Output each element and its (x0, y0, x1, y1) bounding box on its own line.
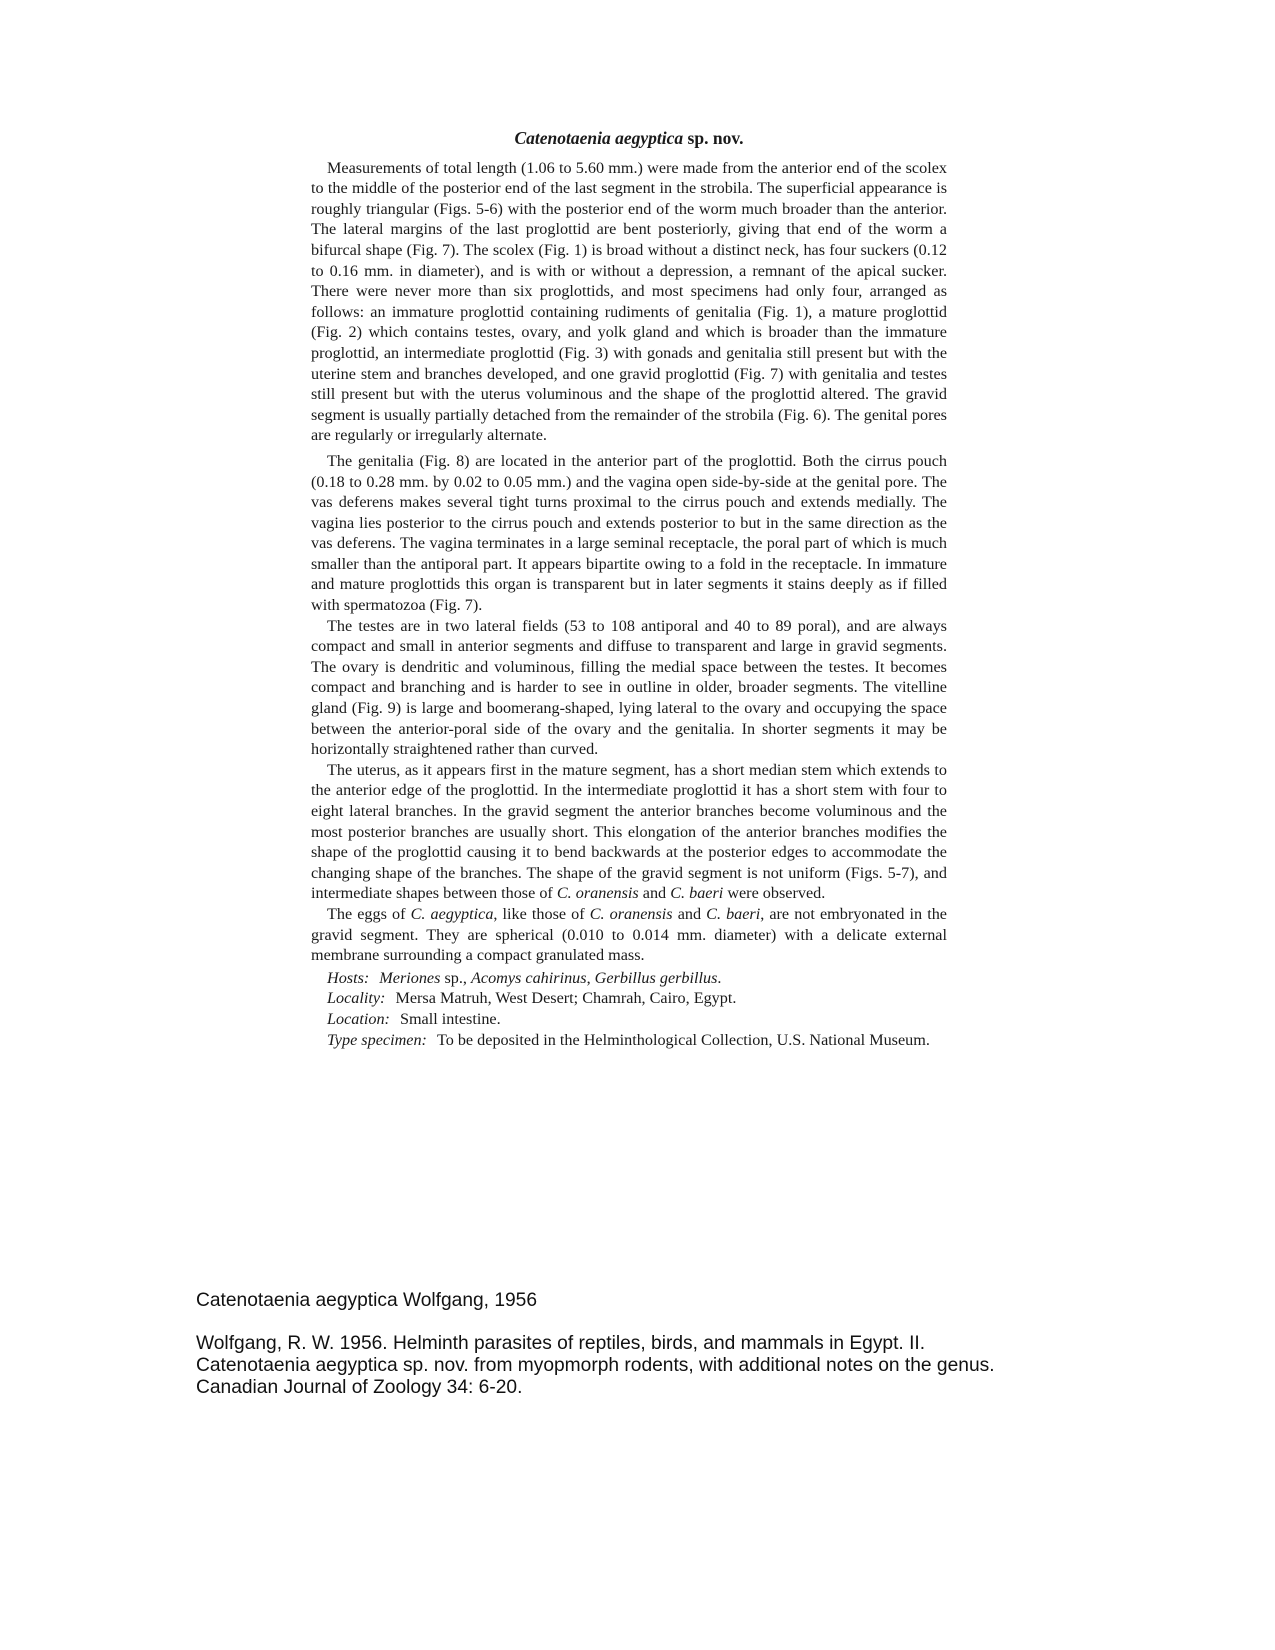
text-run: The uterus, as it appears first in the mature segment, has a short median stem which extends to the anterior edge of the proglottid. In the intermediate proglottid it has a short stem with four to eight lateral branches. In the gravid segment the anterior branches become voluminous and the most posterior branches are usually short. This elongation of the anterior branches modifies the shape of the proglottid causing it to bend backwards at the posterior edges to accommodate the changing shape of the branches. The shape of the gravid segment is not uniform (Figs. 5-7), and intermediate shapes between those of (311, 760, 947, 903)
text-run: sp., (440, 968, 472, 987)
text-run: Measurements of total length (1.06 to 5.60 mm.) were made from the anterior end of the scolex to the middle of the posterior end of the last segment in the strobila. The superficial appearance is roughly triangular (Figs. 5-6) with the posterior end of the worm much broader than the anterior. The lateral margins of the last proglottid are bent posteriorly, giving that end of the worm a bifurcal shape (Fig. 7). The scolex (Fig. 1) is broad without a distinct neck, has four suckers (0.12 to 0.16 mm. in diameter), and is with or without a depression, a remnant of the apical sucker. There were never more than six proglottids, and most specimens had only four, arranged as follows: an immature proglottid containing rudiments of genitalia (Fig. 1), a mature proglottid (Fig. 2) which contains testes, ovary, and yolk gland and which is broader than the immature proglottid, an intermediate proglottid (Fig. 3) with gonads and genitalia still present but with the uterine stem and branches developed, and one gravid proglottid (Fig. 7) with genitalia and testes still present but with the uterus voluminous and the shape of the proglottid altered. The gravid segment is usually partially detached from the remainder of the strobila (Fig. 6). The genital pores are regularly or irregularly alternate. (311, 158, 947, 445)
text-run: , like those of (493, 904, 590, 923)
text-run: and (638, 884, 671, 903)
paragraph-uterus (311, 760, 947, 904)
paragraph-eggs (311, 904, 947, 966)
metadata-value (437, 1030, 947, 1051)
italic-taxon-text: Meriones (379, 968, 441, 987)
metadata-row-locality (327, 988, 947, 1009)
text-run: , (586, 968, 595, 987)
text-run: The testes are in two lateral fields (53 to 108 antiporal and 40 to 89 poral), and are always compact and small in anterior segments and diffuse to transparent and large in gravid segments. The ovary is dendritic and voluminous, filling the medial space between the testes. It becomes compact and branching and is harder to see in outline in older, broader segments. The vitelline gland (Fig. 9) is large and boomerang-shaped, lying lateral to the ovary and occupying the space between the anterior-poral side of the ovary and the genitalia. In shorter segments it may be horizontally straightened rather than curved. (311, 616, 947, 759)
metadata-label: Hosts: (327, 968, 370, 987)
citation-line: Catenotaenia aegyptica sp. nov. from myopmorph rodents, with additional notes on the genus. (196, 1355, 995, 1376)
metadata-value (395, 988, 947, 1009)
metadata-row-hosts (327, 968, 947, 989)
article-title (311, 128, 947, 149)
paragraph-genitalia (311, 451, 947, 616)
scanned-article-page (311, 128, 947, 1050)
species-authority-line: Catenotaenia aegyptica Wolfgang, 1956 (196, 1290, 538, 1311)
text-run: . (717, 968, 722, 987)
text-run: To be deposited in the Helminthological Collection, U.S. National Museum. (436, 1030, 930, 1049)
citation-line: Canadian Journal of Zoology 34: 6-20. (196, 1377, 523, 1398)
text-run: The genitalia (Fig. 8) are located in the anterior part of the proglottid. Both the cirrus pouch (0.18 to 0.28 mm. by 0.02 to 0.05 mm.) and the vagina open side-by-side at the genital pore. The vas deferens makes several tight turns proximal to the cirrus pouch and extends medially. The vagina lies posterior to the cirrus pouch and extends posterior to but in the same direction as the vas deferens. The vagina terminates in a large seminal receptacle, the poral part of which is much smaller than the antiporal part. It appears bipartite owing to a fold in the receptacle. In immature and mature proglottids this organ is transparent but in later segments it stains deeply as if filled with spermatozoa (Fig. 7). (311, 451, 947, 615)
metadata-value (379, 968, 947, 989)
italic-taxon-text: C. oranensis (556, 884, 639, 903)
metadata-value (400, 1009, 947, 1030)
metadata-label: Location: (327, 1009, 390, 1028)
text-run: and (672, 904, 707, 923)
metadata-label: Type specimen: (327, 1030, 427, 1049)
italic-taxon-text: Acomys cahirinus (471, 968, 587, 987)
metadata-row-location (327, 1009, 947, 1030)
title-species-name: Catenotaenia aegyptica (514, 128, 684, 148)
italic-taxon-text: C. aegyptica (410, 904, 494, 923)
text-run: , are not embryonated in the gravid segment. They are spherical (0.010 to 0.014 mm. diameter) with a delicate external membrane surrounding a compact granulated mass. (311, 904, 947, 965)
citation-footer (196, 1290, 1196, 1399)
text-run: Mersa Matruh, West Desert; Chamrah, Cairo, Egypt. (395, 989, 737, 1008)
text-run: were observed. (723, 884, 826, 903)
italic-taxon-text: C. oranensis (589, 904, 673, 923)
citation-line: Wolfgang, R. W. 1956. Helminth parasites of reptiles, birds, and mammals in Egypt. II. (196, 1333, 926, 1354)
reference-citation (196, 1333, 1196, 1399)
metadata-label: Locality: (327, 989, 386, 1008)
article-body (311, 158, 947, 966)
text-run: Small intestine. (399, 1009, 501, 1028)
paragraph-description (311, 158, 947, 446)
italic-taxon-text: C. baeri (670, 884, 724, 903)
paragraph-testes (311, 616, 947, 760)
metadata-row-type-specimen (327, 1030, 947, 1051)
title-suffix: sp. nov. (687, 128, 744, 148)
italic-taxon-text: C. baeri (706, 904, 761, 923)
text-run: The eggs of (327, 904, 411, 923)
specimen-metadata (311, 968, 947, 1050)
italic-taxon-text: Gerbillus gerbillus (594, 968, 718, 987)
